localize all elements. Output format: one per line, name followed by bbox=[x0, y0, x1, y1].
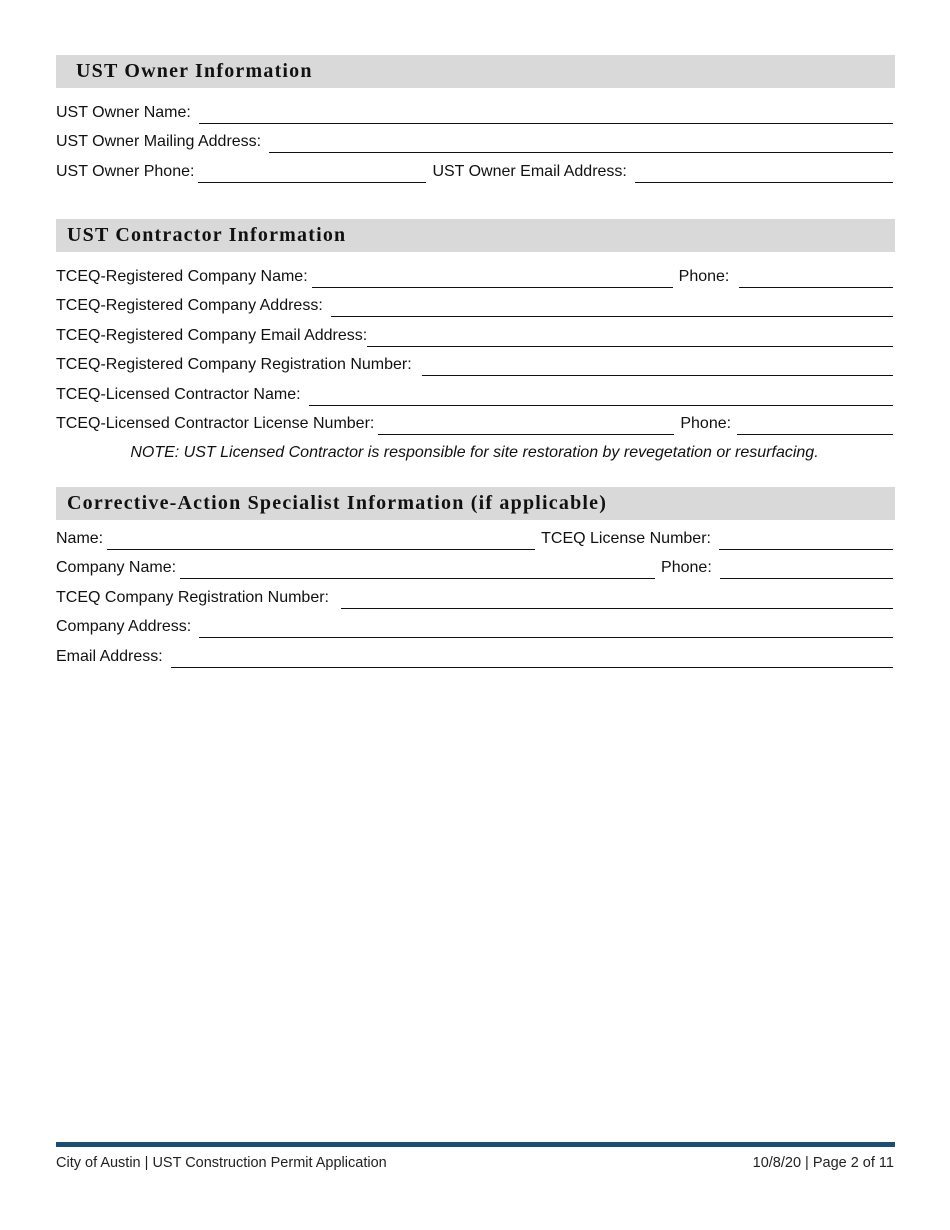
owner-mailing-address-row bbox=[56, 131, 893, 153]
specialist-license-number-field[interactable] bbox=[719, 532, 893, 550]
specialist-name-label: Name: bbox=[56, 530, 104, 547]
contractor-phone-label: Phone: bbox=[678, 268, 730, 285]
specialist-section-title: Corrective-Action Specialist Information (if applicable) bbox=[67, 492, 608, 514]
contractor-company-name-field[interactable] bbox=[312, 270, 673, 288]
contractor-company-address-row bbox=[56, 295, 893, 317]
specialist-email-label: Email Address: bbox=[56, 648, 163, 665]
specialist-company-name-row bbox=[56, 557, 893, 579]
specialist-license-number-label: TCEQ License Number: bbox=[541, 530, 711, 547]
owner-phone-email-row bbox=[56, 161, 893, 183]
owner-mailing-address-field[interactable] bbox=[269, 135, 893, 153]
owner-name-row bbox=[56, 102, 893, 124]
contractor-name-field[interactable] bbox=[309, 388, 893, 406]
specialist-name-field[interactable] bbox=[107, 532, 535, 550]
contractor-note: NOTE: UST Licensed Contractor is responsible for site restoration by revegetation or resurfacing. bbox=[130, 444, 819, 461]
contractor-license-phone-field[interactable] bbox=[737, 417, 893, 435]
owner-mailing-address-label: UST Owner Mailing Address: bbox=[56, 133, 262, 150]
owner-section-header bbox=[56, 55, 895, 88]
owner-name-field[interactable] bbox=[199, 106, 893, 124]
contractor-section-header bbox=[56, 219, 895, 252]
contractor-registration-number-label: TCEQ-Registered Company Registration Number: bbox=[56, 356, 412, 373]
contractor-name-label: TCEQ-Licensed Contractor Name: bbox=[56, 386, 301, 403]
specialist-registration-number-row bbox=[56, 587, 893, 609]
specialist-company-address-field[interactable] bbox=[199, 620, 893, 638]
specialist-company-address-row bbox=[56, 616, 893, 638]
owner-email-label: UST Owner Email Address: bbox=[432, 163, 627, 180]
contractor-license-phone-label: Phone: bbox=[680, 415, 732, 432]
specialist-phone-field[interactable] bbox=[720, 561, 893, 579]
contractor-company-name-label: TCEQ-Registered Company Name: bbox=[56, 268, 308, 285]
contractor-company-address-field[interactable] bbox=[331, 299, 893, 317]
contractor-company-email-row bbox=[56, 325, 893, 347]
specialist-phone-label: Phone: bbox=[661, 559, 712, 576]
specialist-section-header bbox=[56, 487, 895, 520]
owner-phone-label: UST Owner Phone: bbox=[56, 163, 195, 180]
footer-document-title: City of Austin | UST Construction Permit Application bbox=[56, 1155, 387, 1171]
specialist-company-address-label: Company Address: bbox=[56, 618, 192, 635]
contractor-registration-number-field[interactable] bbox=[422, 358, 893, 376]
contractor-company-address-label: TCEQ-Registered Company Address: bbox=[56, 297, 323, 314]
footer-rule bbox=[56, 1142, 895, 1147]
specialist-company-name-label: Company Name: bbox=[56, 559, 177, 576]
owner-email-field[interactable] bbox=[635, 165, 893, 183]
contractor-license-number-row bbox=[56, 413, 893, 435]
specialist-name-row bbox=[56, 528, 893, 550]
specialist-registration-number-field[interactable] bbox=[341, 591, 893, 609]
contractor-name-row bbox=[56, 384, 893, 406]
contractor-company-name-row bbox=[56, 266, 893, 288]
specialist-registration-number-label: TCEQ Company Registration Number: bbox=[56, 589, 329, 606]
contractor-phone-field[interactable] bbox=[739, 270, 893, 288]
owner-name-label: UST Owner Name: bbox=[56, 104, 191, 121]
contractor-license-number-field[interactable] bbox=[378, 417, 674, 435]
contractor-registration-number-row bbox=[56, 354, 893, 376]
contractor-section-title: UST Contractor Information bbox=[67, 224, 347, 246]
specialist-company-name-field[interactable] bbox=[180, 561, 655, 579]
contractor-license-number-label: TCEQ-Licensed Contractor License Number: bbox=[56, 415, 375, 432]
specialist-email-row bbox=[56, 646, 893, 668]
footer-page-info: 10/8/20 | Page 2 of 11 bbox=[752, 1155, 894, 1171]
contractor-company-email-field[interactable] bbox=[367, 329, 893, 347]
contractor-company-email-label: TCEQ-Registered Company Email Address: bbox=[56, 327, 368, 344]
specialist-email-field[interactable] bbox=[171, 650, 893, 668]
owner-phone-field[interactable] bbox=[198, 165, 426, 183]
owner-section-title: UST Owner Information bbox=[76, 60, 313, 82]
